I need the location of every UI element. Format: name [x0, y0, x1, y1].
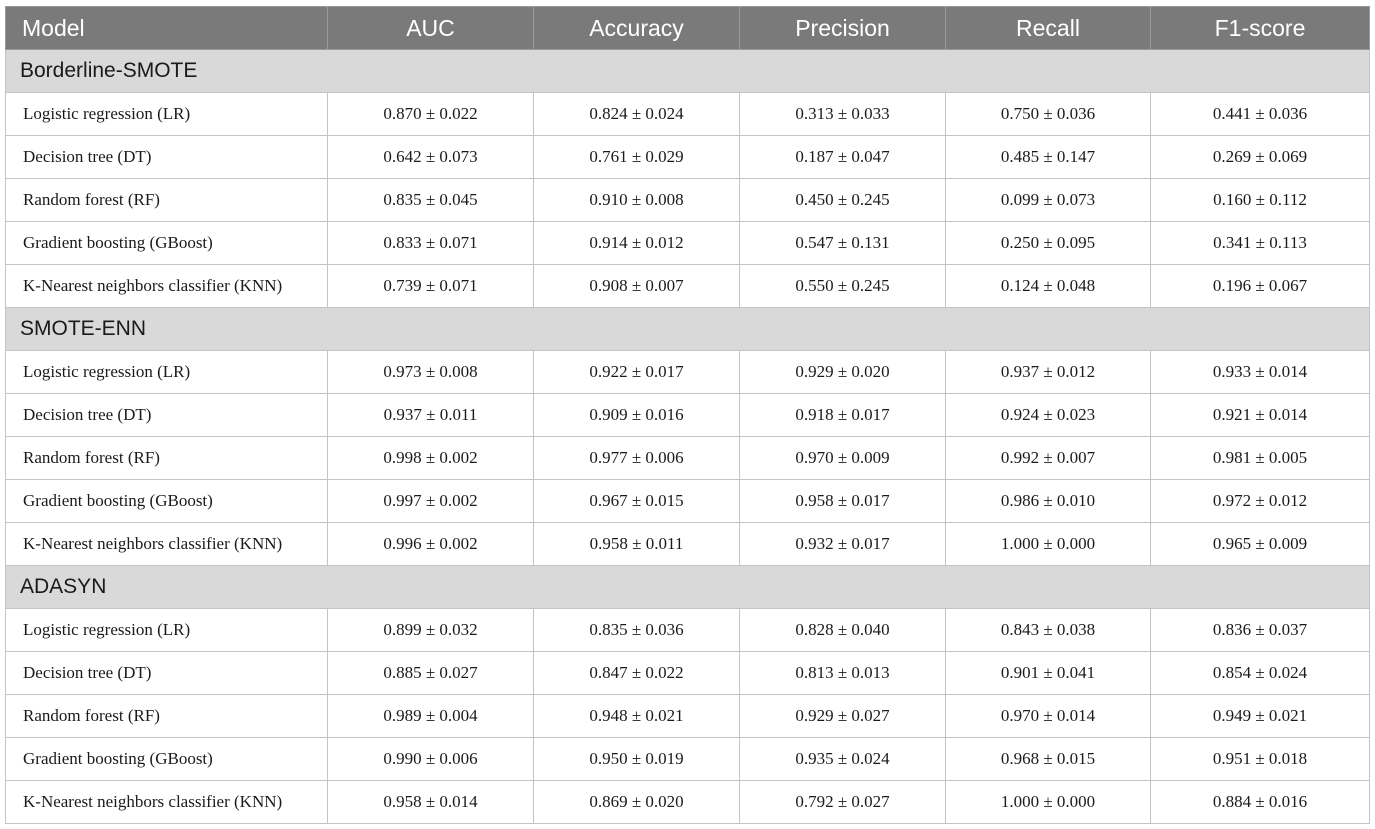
cell-recall: 1.000 ± 0.000	[946, 781, 1151, 824]
cell-model: Decision tree (DT)	[6, 652, 328, 695]
cell-accuracy: 0.958 ± 0.011	[534, 523, 740, 566]
group-row	[6, 308, 1370, 351]
table-row	[6, 351, 1370, 394]
group-row	[6, 566, 1370, 609]
cell-recall: 0.901 ± 0.041	[946, 652, 1151, 695]
cell-auc: 0.989 ± 0.004	[328, 695, 534, 738]
table-row	[6, 652, 1370, 695]
cell-auc: 0.642 ± 0.073	[328, 136, 534, 179]
results-table	[5, 6, 1370, 824]
cell-model: Decision tree (DT)	[6, 136, 328, 179]
cell-precision: 0.935 ± 0.024	[740, 738, 946, 781]
cell-f1-score: 0.341 ± 0.113	[1151, 222, 1370, 265]
cell-precision: 0.550 ± 0.245	[740, 265, 946, 308]
cell-auc: 0.958 ± 0.014	[328, 781, 534, 824]
cell-precision: 0.958 ± 0.017	[740, 480, 946, 523]
cell-f1-score: 0.933 ± 0.014	[1151, 351, 1370, 394]
table-row	[6, 695, 1370, 738]
cell-accuracy: 0.910 ± 0.008	[534, 179, 740, 222]
cell-precision: 0.187 ± 0.047	[740, 136, 946, 179]
cell-precision: 0.313 ± 0.033	[740, 93, 946, 136]
cell-f1-score: 0.836 ± 0.037	[1151, 609, 1370, 652]
cell-recall: 0.485 ± 0.147	[946, 136, 1151, 179]
cell-model: Gradient boosting (GBoost)	[6, 738, 328, 781]
cell-recall: 0.250 ± 0.095	[946, 222, 1151, 265]
cell-recall: 0.750 ± 0.036	[946, 93, 1151, 136]
cell-accuracy: 0.761 ± 0.029	[534, 136, 740, 179]
cell-precision: 0.932 ± 0.017	[740, 523, 946, 566]
cell-f1-score: 0.965 ± 0.009	[1151, 523, 1370, 566]
cell-f1-score: 0.196 ± 0.067	[1151, 265, 1370, 308]
cell-recall: 0.986 ± 0.010	[946, 480, 1151, 523]
cell-model: Random forest (RF)	[6, 437, 328, 480]
cell-auc: 0.997 ± 0.002	[328, 480, 534, 523]
table-row	[6, 437, 1370, 480]
cell-accuracy: 0.835 ± 0.036	[534, 609, 740, 652]
cell-recall: 0.124 ± 0.048	[946, 265, 1151, 308]
column-header-auc: AUC	[328, 7, 534, 50]
cell-accuracy: 0.948 ± 0.021	[534, 695, 740, 738]
cell-precision: 0.970 ± 0.009	[740, 437, 946, 480]
cell-precision: 0.929 ± 0.020	[740, 351, 946, 394]
cell-auc: 0.835 ± 0.045	[328, 179, 534, 222]
cell-accuracy: 0.908 ± 0.007	[534, 265, 740, 308]
column-header-recall: Recall	[946, 7, 1151, 50]
cell-f1-score: 0.949 ± 0.021	[1151, 695, 1370, 738]
cell-f1-score: 0.981 ± 0.005	[1151, 437, 1370, 480]
cell-accuracy: 0.909 ± 0.016	[534, 394, 740, 437]
cell-f1-score: 0.441 ± 0.036	[1151, 93, 1370, 136]
cell-auc: 0.996 ± 0.002	[328, 523, 534, 566]
cell-model: Random forest (RF)	[6, 695, 328, 738]
cell-auc: 0.870 ± 0.022	[328, 93, 534, 136]
table-row	[6, 265, 1370, 308]
table-row	[6, 93, 1370, 136]
cell-model: Random forest (RF)	[6, 179, 328, 222]
table-row	[6, 394, 1370, 437]
cell-auc: 0.899 ± 0.032	[328, 609, 534, 652]
cell-auc: 0.998 ± 0.002	[328, 437, 534, 480]
cell-auc: 0.990 ± 0.006	[328, 738, 534, 781]
group-row	[6, 50, 1370, 93]
cell-model: Decision tree (DT)	[6, 394, 328, 437]
table-row	[6, 523, 1370, 566]
cell-recall: 1.000 ± 0.000	[946, 523, 1151, 566]
table-body	[6, 50, 1370, 824]
cell-auc: 0.937 ± 0.011	[328, 394, 534, 437]
cell-model: Logistic regression (LR)	[6, 93, 328, 136]
cell-auc: 0.973 ± 0.008	[328, 351, 534, 394]
cell-recall: 0.924 ± 0.023	[946, 394, 1151, 437]
cell-f1-score: 0.269 ± 0.069	[1151, 136, 1370, 179]
cell-precision: 0.792 ± 0.027	[740, 781, 946, 824]
column-header-accuracy: Accuracy	[534, 7, 740, 50]
column-header-model: Model	[6, 7, 328, 50]
cell-precision: 0.929 ± 0.027	[740, 695, 946, 738]
cell-model: Gradient boosting (GBoost)	[6, 480, 328, 523]
table-row	[6, 179, 1370, 222]
cell-model: K-Nearest neighbors classifier (KNN)	[6, 265, 328, 308]
cell-f1-score: 0.854 ± 0.024	[1151, 652, 1370, 695]
cell-model: Logistic regression (LR)	[6, 351, 328, 394]
cell-recall: 0.970 ± 0.014	[946, 695, 1151, 738]
cell-recall: 0.992 ± 0.007	[946, 437, 1151, 480]
column-header-precision: Precision	[740, 7, 946, 50]
cell-f1-score: 0.921 ± 0.014	[1151, 394, 1370, 437]
table-row	[6, 136, 1370, 179]
cell-accuracy: 0.914 ± 0.012	[534, 222, 740, 265]
cell-accuracy: 0.847 ± 0.022	[534, 652, 740, 695]
cell-recall: 0.937 ± 0.012	[946, 351, 1151, 394]
group-label: SMOTE-ENN	[6, 308, 1370, 351]
cell-f1-score: 0.884 ± 0.016	[1151, 781, 1370, 824]
table-row	[6, 222, 1370, 265]
cell-precision: 0.450 ± 0.245	[740, 179, 946, 222]
group-label: ADASYN	[6, 566, 1370, 609]
group-label: Borderline-SMOTE	[6, 50, 1370, 93]
cell-auc: 0.739 ± 0.071	[328, 265, 534, 308]
table-row	[6, 480, 1370, 523]
cell-recall: 0.099 ± 0.073	[946, 179, 1151, 222]
cell-accuracy: 0.869 ± 0.020	[534, 781, 740, 824]
cell-model: Logistic regression (LR)	[6, 609, 328, 652]
header-row	[6, 7, 1370, 50]
cell-recall: 0.843 ± 0.038	[946, 609, 1151, 652]
cell-precision: 0.828 ± 0.040	[740, 609, 946, 652]
cell-precision: 0.813 ± 0.013	[740, 652, 946, 695]
cell-precision: 0.918 ± 0.017	[740, 394, 946, 437]
cell-f1-score: 0.972 ± 0.012	[1151, 480, 1370, 523]
cell-accuracy: 0.967 ± 0.015	[534, 480, 740, 523]
table-row	[6, 609, 1370, 652]
cell-auc: 0.833 ± 0.071	[328, 222, 534, 265]
cell-accuracy: 0.824 ± 0.024	[534, 93, 740, 136]
cell-model: Gradient boosting (GBoost)	[6, 222, 328, 265]
table-row	[6, 738, 1370, 781]
cell-precision: 0.547 ± 0.131	[740, 222, 946, 265]
cell-auc: 0.885 ± 0.027	[328, 652, 534, 695]
cell-model: K-Nearest neighbors classifier (KNN)	[6, 523, 328, 566]
table-row	[6, 781, 1370, 824]
cell-accuracy: 0.922 ± 0.017	[534, 351, 740, 394]
cell-f1-score: 0.160 ± 0.112	[1151, 179, 1370, 222]
cell-model: K-Nearest neighbors classifier (KNN)	[6, 781, 328, 824]
cell-accuracy: 0.977 ± 0.006	[534, 437, 740, 480]
cell-recall: 0.968 ± 0.015	[946, 738, 1151, 781]
cell-accuracy: 0.950 ± 0.019	[534, 738, 740, 781]
column-header-f1-score: F1-score	[1151, 7, 1370, 50]
cell-f1-score: 0.951 ± 0.018	[1151, 738, 1370, 781]
